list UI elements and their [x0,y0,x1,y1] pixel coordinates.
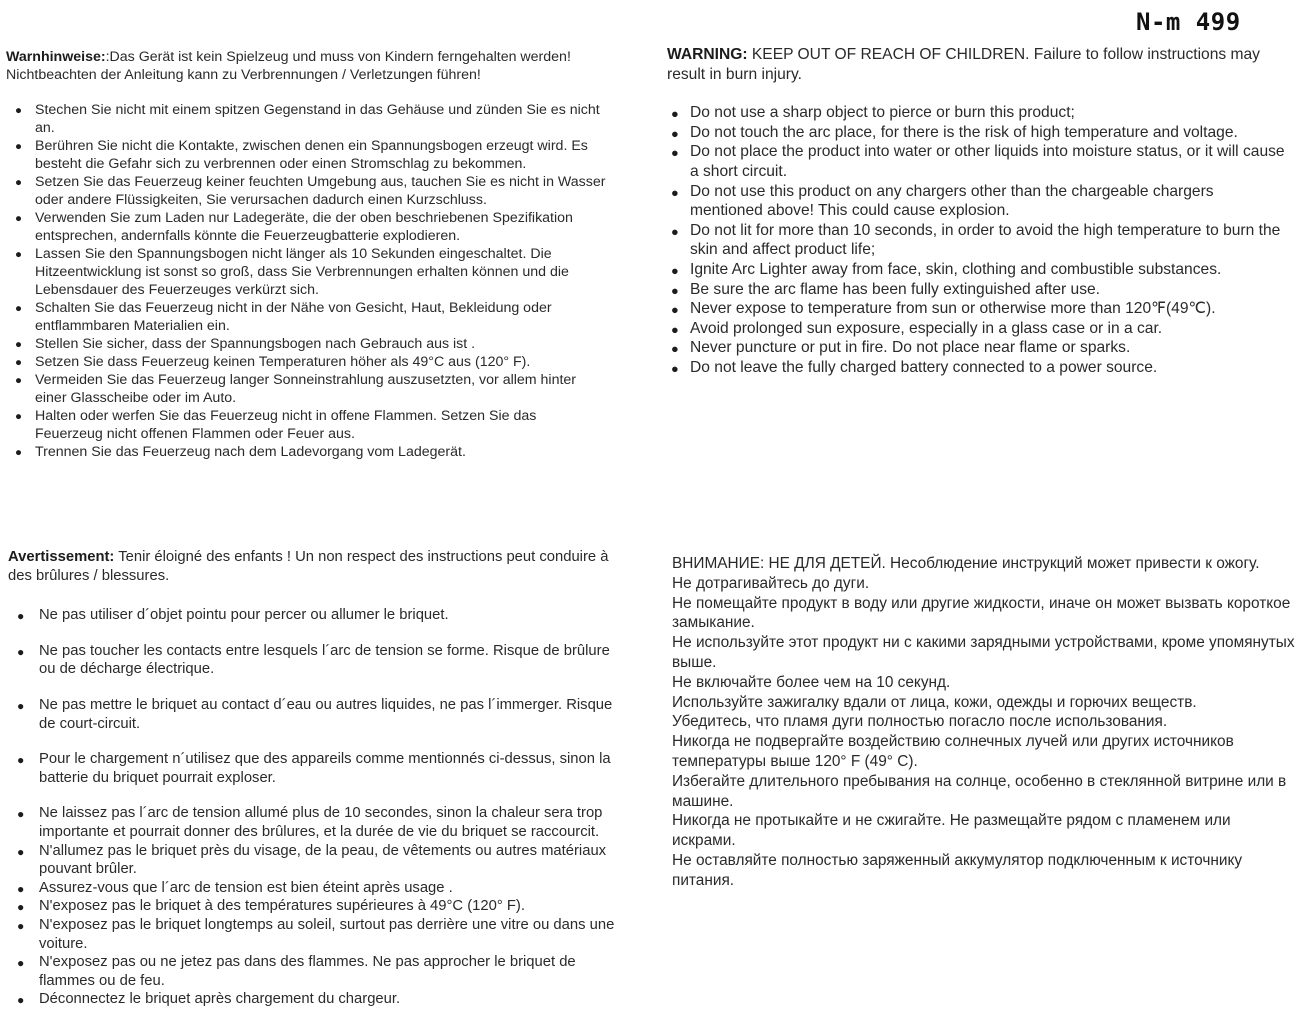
german-warning-section [6,48,606,461]
list-item: ● Do not place the product into water or other liquids into moisture status, or it will cause a short circuit. [690,142,1287,181]
russian-warning-section [672,554,1297,891]
list-item: ● Do not lit for more than 10 seconds, in order to avoid the high temperature to burn the skin and affect product life; [690,221,1287,260]
list-item: ● N'exposez pas le briquet à des températures supérieures à 49°C (120° F). [39,897,618,916]
german-heading-text: :Das Gerät ist kein Spielzeug und muss von Kindern ferngehalten werden! Nichtbeachten der Anleitung kann zu Verbrennungen / Verletzungen führen! [6,49,571,83]
german-heading-label: Warnhinweise: [6,49,106,65]
list-item: ● Stellen Sie sicher, dass der Spannungsbogen nach Gebrauch aus ist . [35,335,606,353]
list-item: Не оставляйте полностью заряженный аккумулятор подключенным к источнику питания. [672,851,1243,889]
list-item: Не помещайте продукт в воду или другие жидкости, иначе он может вызвать короткое замыкание. [672,594,1291,632]
list-item: ● Ne pas utiliser d´objet pointu pour percer ou allumer le briquet. [39,606,618,625]
list-item: ● Ignite Arc Lighter away from face, skin, clothing and combustible substances. [690,260,1287,280]
english-warning-section [667,45,1287,378]
list-item: ● Déconnectez le briquet après chargement du chargeur. [39,990,618,1009]
list-item: ● Stechen Sie nicht mit einem spitzen Gegenstand in das Gehäuse und zünden Sie es nicht an. [35,101,606,137]
list-item: ● Lassen Sie den Spannungsbogen nicht länger als 10 Sekunden eingeschaltet. Die Hitzeentwicklung ist sonst so groß, dass Sie Verbrennungen erhalten können und die Lebensdauer des Feuerzeuges verkürzt sich. [35,245,606,299]
list-item: ● Avoid prolonged sun exposure, especially in a glass case or in a car. [690,319,1287,339]
english-warning-heading [667,45,1287,84]
list-item: ● Setzen Sie dass Feuerzeug keinen Temperaturen höher als 49°C aus (120° F). [35,353,606,371]
list-item: ● N'allumez pas le briquet près du visage, de la peau, de vêtements ou autres matériaux pouvant brûler. [39,842,618,879]
list-item: Избегайте длительного пребывания на солнце, особенно в стеклянной витрине или в машине. [672,772,1287,810]
german-warning-heading [6,48,606,84]
russian-warning-heading: ВНИМАНИЕ: НЕ ДЛЯ ДЕТЕЙ. Несоблюдение инструкций может привести к ожогу. [672,555,1260,572]
list-item: ● N'exposez pas le briquet longtemps au soleil, surtout pas derrière une vitre ou dans une voiture. [39,916,618,953]
list-item: ● Pour le chargement n´utilisez que des appareils comme mentionnés ci-dessus, sinon la batterie du briquet pourrait exploser. [39,750,618,787]
list-item: Не используйте этот продукт ни с какими зарядными устройствами, кроме упомянутых выше. [672,634,1295,671]
list-item: ● Do not touch the arc place, for there is the risk of high temperature and voltage. [690,123,1287,143]
french-warning-section [8,548,618,1009]
list-item: ● Halten oder werfen Sie das Feuerzeug nicht in offene Flammen. Setzen Sie das Feuerzeug nicht offenen Flammen oder Feuer aus. [35,407,606,443]
list-item: ● Do not use a sharp object to pierce or burn this product; [690,103,1287,123]
french-warning-heading [8,548,618,585]
list-item: ● Ne pas mettre le briquet au contact d´eau ou autres liquides, ne pas l´immerger. Risque de court-circuit. [39,696,618,733]
list-item: Не дотрагивайтесь до дуги. [672,574,870,592]
list-item: ● Setzen Sie das Feuerzeug keiner feuchten Umgebung aus, tauchen Sie es nicht in Wasser oder andere Flüssigkeiten, Sie verursachen dadurch einen Kurzschluss. [35,173,606,209]
list-item: ● Berühren Sie nicht die Kontakte, zwischen denen ein Spannungsbogen erzeugt wird. Es besteht die Gefahr sich zu verbrennen oder einen Stromschlag zu bekommen. [35,137,606,173]
page-code: N-m 499 [1136,8,1241,36]
french-heading-label: Avertissement: [8,549,115,565]
list-item: Никогда не протыкайте и не сжигайте. Не размещайте рядом с пламенем или искрами. [672,812,1231,850]
list-item: ● Verwenden Sie zum Laden nur Ladegeräte, die der oben beschriebenen Spezifikation entsprechen, andernfalls könnte die Feuerzeugbatterie explodieren. [35,209,606,245]
list-item: Никогда не подвергайте воздействию солнечных лучей или других источников температуры выше 120° F (49° C). [672,733,1234,770]
list-item: ● Assurez-vous que l´arc de tension est bien éteint après usage . [39,879,618,898]
english-heading-label: WARNING: [667,46,748,63]
list-item: ● Ne laissez pas l´arc de tension allumé plus de 10 secondes, sinon la chaleur sera trop importante et pourrait donner des brûlures, et la durée de vie du briquet se raccourcit. [39,804,618,841]
list-item: Используйте зажигалку вдали от лица, кожи, одежды и горючих веществ. [672,693,1197,711]
list-item: ● Schalten Sie das Feuerzeug nicht in der Nähe von Gesicht, Haut, Bekleidung oder entflammbaren Materialien ein. [35,299,606,335]
list-item: ● Vermeiden Sie das Feuerzeug langer Sonneinstrahlung auszusetzten, vor allem hinter einer Glasscheibe oder im Auto. [35,371,606,407]
list-item: ● Do not use this product on any chargers other than the chargeable chargers mentioned above! This could cause explosion. [690,182,1287,221]
german-warning-list [6,101,606,461]
list-item: ● N'exposez pas ou ne jetez pas dans des flammes. Ne pas approcher le briquet de flammes ou de feu. [39,953,618,990]
list-item: ● Ne pas toucher les contacts entre lesquels l´arc de tension se forme. Risque de brûlure ou de décharge électrique. [39,642,618,679]
list-item: ● Never expose to temperature from sun or otherwise more than 120℉(49℃). [690,299,1287,319]
list-item: Не включайте более чем на 10 секунд. [672,673,951,691]
list-item: ● Be sure the arc flame has been fully extinguished after use. [690,280,1287,300]
english-heading-text: KEEP OUT OF REACH OF CHILDREN. Failure to follow instructions may result in burn injury. [667,46,1260,83]
french-heading-text: Tenir éloigné des enfants ! Un non respect des instructions peut conduire à des brûlures / blessures. [8,549,609,584]
list-item: ● Do not leave the fully charged battery connected to a power source. [690,358,1287,378]
list-item: ● Never puncture or put in fire. Do not place near flame or sparks. [690,338,1287,358]
french-warning-list [8,606,618,1009]
list-item: ● Trennen Sie das Feuerzeug nach dem Ladevorgang vom Ladegerät. [35,443,606,461]
list-item: Убедитесь, что пламя дуги полностью погасло после использования. [672,713,1168,731]
english-warning-list [667,103,1287,377]
